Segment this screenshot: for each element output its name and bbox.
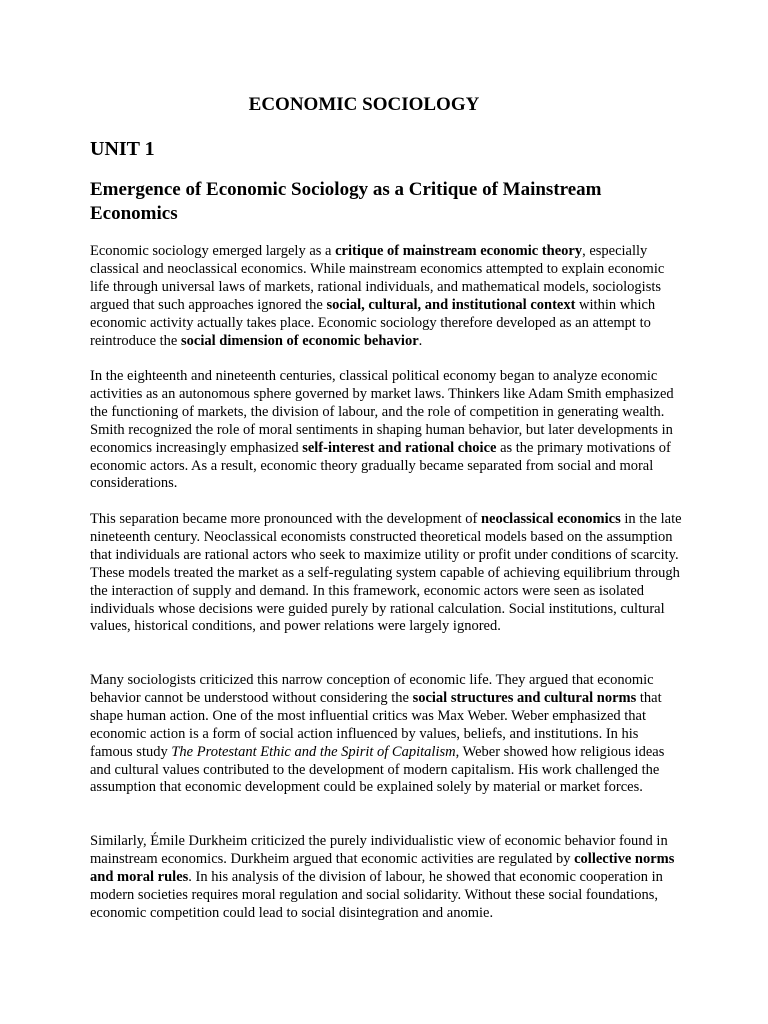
paragraph bbox=[90, 243, 682, 350]
bold-phrase: critique of mainstream economic theory bbox=[335, 243, 583, 259]
paragraph bbox=[90, 368, 682, 493]
text-run: . In his analysis of the division of labour, he showed that economic cooperation in modern societies requires moral regulation and social solidarity. Without these social foundations, economic competition could lead to social disintegration and anomie. bbox=[90, 868, 663, 921]
unit-heading: UNIT 1 bbox=[90, 138, 155, 160]
book-title: The Protestant Ethic and the Spirit of Capitalism bbox=[171, 743, 456, 760]
bold-phrase: social dimension of economic behavior bbox=[181, 332, 419, 349]
text-run: . bbox=[418, 332, 423, 349]
paragraph bbox=[90, 511, 682, 636]
bold-phrase: self-interest and rational choice bbox=[302, 439, 497, 456]
text-run: Economic sociology emerged largely as a bbox=[90, 243, 336, 259]
bold-phrase: social, cultural, and institutional context bbox=[326, 296, 576, 313]
text-run: Similarly, Émile Durkheim criticized the purely individualistic view of economic behavior found in mainstream economics. Durkheim argued that economic activities are regulated by bbox=[90, 833, 668, 867]
text-run: that shape human action. One of the most influential critics was Max Weber. Weber emphasized that economic action is a form of social action influenced by values, beliefs, and institutions. In his famous study bbox=[90, 689, 662, 760]
text-run: This separation became more pronounced with the development of bbox=[90, 511, 481, 527]
text-run: in the late nineteenth century. Neoclassical economists constructed theoretical models based on the assumption that individuals are rational actors who seek to maximize utility or profit under conditions of scarcity. These models treated the market as a self-regulating system capable of achieving equilibrium through the interaction of supply and demand. In this framework, economic actors were seen as isolated individuals whose decisions were guided purely by rational calculation. Social institutions, cultural values, historical conditions, and power relations were largely ignored. bbox=[90, 511, 682, 635]
text-run: as the primary motivations of economic actors. As a result, economic theory gradually became separated from social and moral considerations. bbox=[90, 439, 671, 492]
bold-phrase: social structures and cultural norms bbox=[412, 689, 637, 706]
paragraph bbox=[90, 833, 682, 923]
bold-phrase: collective norms and moral rules bbox=[90, 850, 675, 885]
text-run: Many sociologists criticized this narrow conception of economic life. They argued that economic behavior cannot be understood without considering the bbox=[90, 672, 654, 706]
section-heading: Emergence of Economic Sociology as a Critique of Mainstream Economics bbox=[90, 179, 602, 224]
text-run: , especially classical and neoclassical economics. While mainstream economics attempted to explain economic life through universal laws of markets, rational individuals, and mathematical models, sociologists argued that such approaches ignored the bbox=[90, 243, 665, 313]
paragraph bbox=[90, 672, 682, 797]
text-run: In the eighteenth and nineteenth centuries, classical political economy began to analyze economic activities as an autonomous sphere governed by market laws. Thinkers like Adam Smith emphasized the functioning of markets, the division of labour, and the role of competition in generating wealth. Smith recognized the role of moral sentiments in shaping human behavior, but later developments in economics increasingly emphasized bbox=[90, 368, 674, 456]
text-run: , Weber showed how religious ideas and cultural values contributed to the development of modern capitalism. His work challenged the assumption that economic development could be explained solely by material or market forces. bbox=[90, 743, 665, 796]
document-title: ECONOMIC SOCIOLOGY bbox=[248, 94, 480, 115]
text-run: within which economic activity actually takes place. Economic sociology therefore developed as an attempt to reintroduce the bbox=[90, 296, 656, 349]
bold-phrase: neoclassical economics bbox=[480, 511, 621, 527]
